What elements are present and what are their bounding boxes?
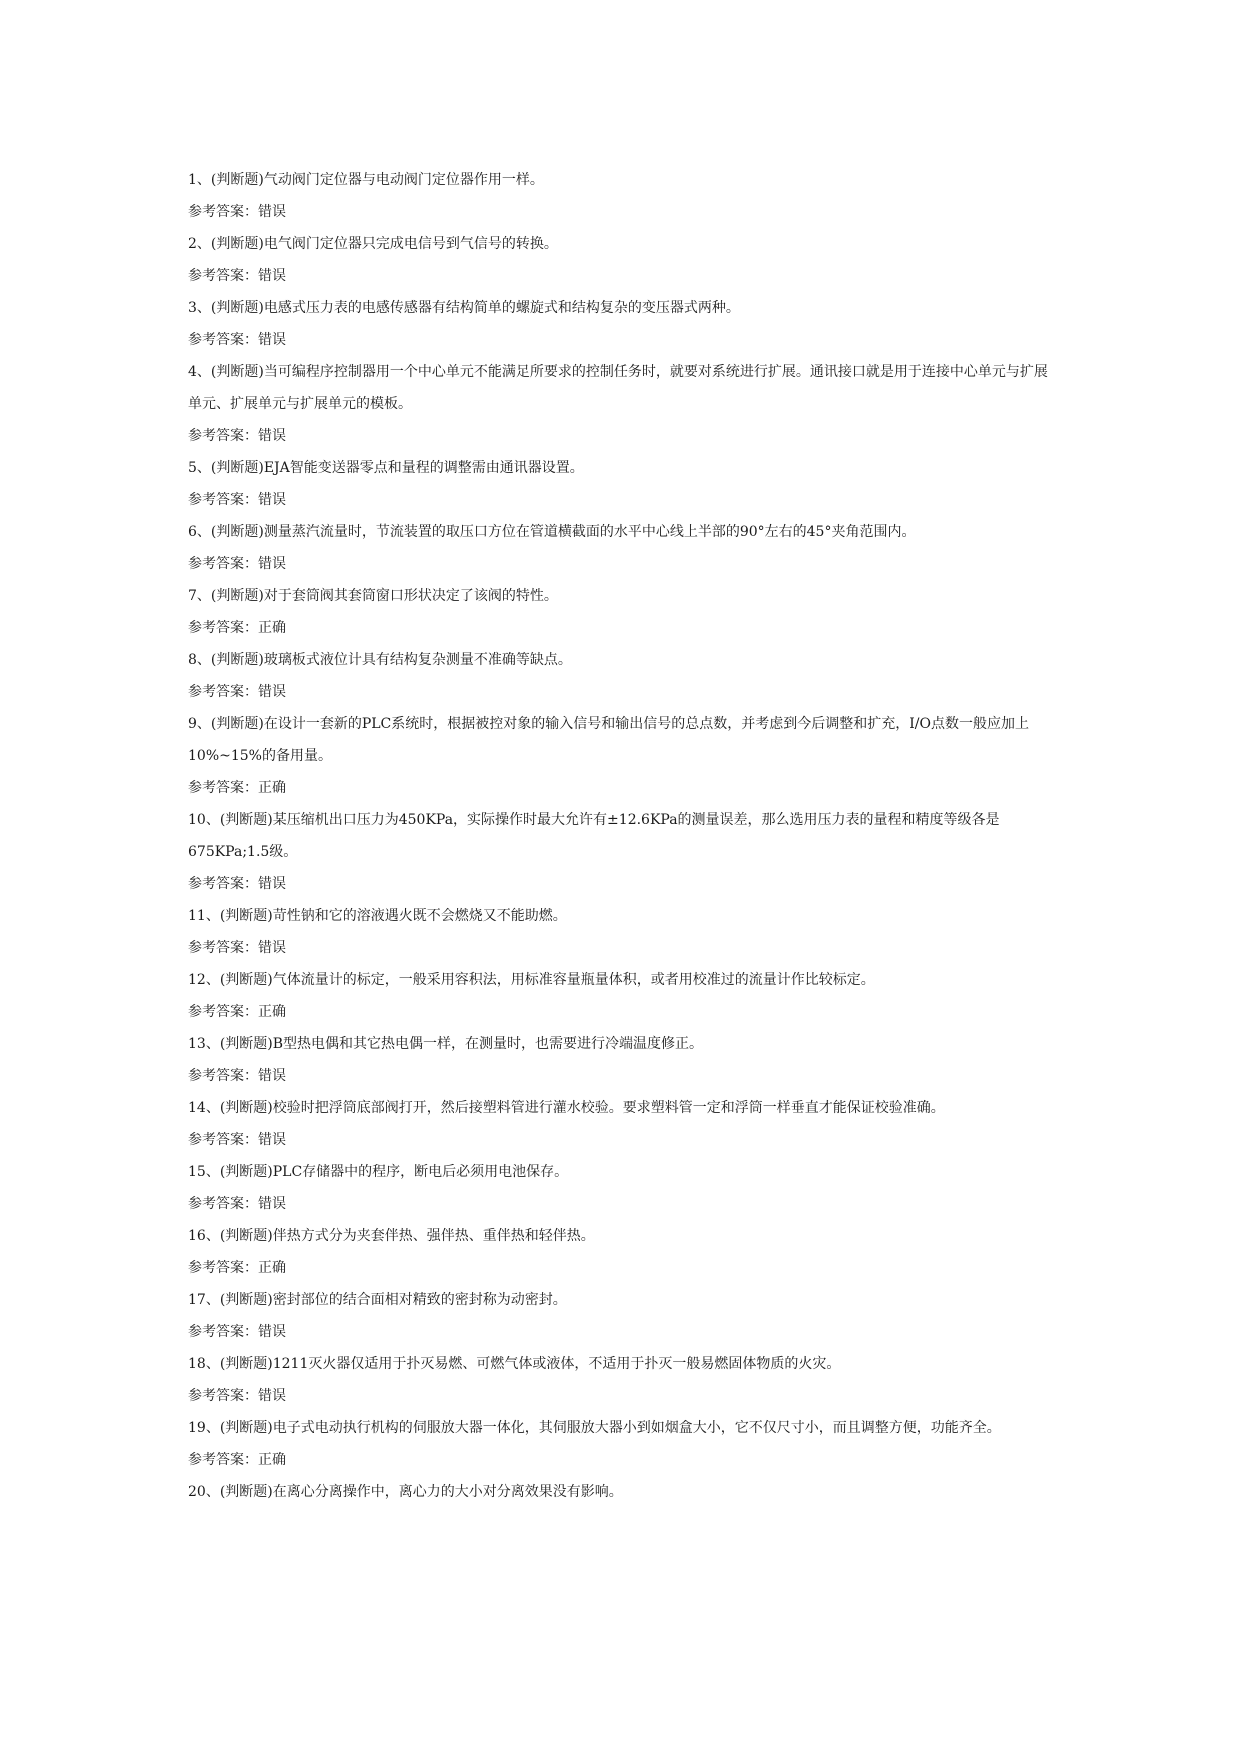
- question-8: 8、(判断题)玻璃板式液位计具有结构复杂测量不准确等缺点。: [188, 652, 572, 668]
- question-10: 10、(判断题)某压缩机出口压力为450KPa，实际操作时最大允许有±12.6KPa的测量误差，那么选用压力表的量程和精度等级各是675KPa;1.5级。: [188, 812, 1000, 860]
- question-14: 14、(判断题)校验时把浮筒底部阀打开，然后接塑料管进行灌水校验。要求塑料管一定和浮筒一样垂直才能保证校验准确。: [188, 1100, 945, 1116]
- answer-2: 参考答案：错误: [188, 268, 286, 284]
- answer-5: 参考答案：错误: [188, 492, 286, 508]
- answer-12: 参考答案：正确: [188, 1004, 286, 1020]
- answer-8: 参考答案：错误: [188, 684, 286, 700]
- question-11: 11、(判断题)苛性钠和它的溶液遇火既不会燃烧又不能助燃。: [188, 908, 567, 924]
- question-16: 16、(判断题)伴热方式分为夹套伴热、强伴热、重伴热和轻伴热。: [188, 1228, 595, 1244]
- question-7: 7、(判断题)对于套筒阀其套筒窗口形状决定了该阀的特性。: [188, 588, 558, 604]
- answer-17: 参考答案：错误: [188, 1324, 286, 1340]
- question-3: 3、(判断题)电感式压力表的电感传感器有结构简单的螺旋式和结构复杂的变压器式两种。: [188, 300, 740, 316]
- question-1: 1、(判断题)气动阀门定位器与电动阀门定位器作用一样。: [188, 172, 544, 188]
- question-4: 4、(判断题)当可编程序控制器用一个中心单元不能满足所要求的控制任务时，就要对系统进行扩展。通讯接口就是用于连接中心单元与扩展单元、扩展单元与扩展单元的模板。: [188, 364, 1048, 412]
- answer-10: 参考答案：错误: [188, 876, 286, 892]
- question-18: 18、(判断题)1211灭火器仅适用于扑灭易燃、可燃气体或液体，不适用于扑灭一般易燃固体物质的火灾。: [188, 1356, 841, 1372]
- answer-14: 参考答案：错误: [188, 1132, 286, 1148]
- question-2: 2、(判断题)电气阀门定位器只完成电信号到气信号的转换。: [188, 236, 558, 252]
- question-5: 5、(判断题)EJA智能变送器零点和量程的调整需由通讯器设置。: [188, 460, 584, 476]
- question-6: 6、(判断题)测量蒸汽流量时，节流装置的取压口方位在管道横截面的水平中心线上半部的90°左右的45°夹角范围内。: [188, 524, 916, 540]
- question-13: 13、(判断题)B型热电偶和其它热电偶一样，在测量时，也需要进行冷端温度修正。: [188, 1036, 704, 1052]
- question-20: 20、(判断题)在离心分离操作中，离心力的大小对分离效果没有影响。: [188, 1484, 623, 1500]
- answer-4: 参考答案：错误: [188, 428, 286, 444]
- answer-16: 参考答案：正确: [188, 1260, 286, 1276]
- answer-7: 参考答案：正确: [188, 620, 286, 636]
- answer-15: 参考答案：错误: [188, 1196, 286, 1212]
- answer-19: 参考答案：正确: [188, 1452, 286, 1468]
- exam-document: [188, 164, 1058, 1508]
- answer-18: 参考答案：错误: [188, 1388, 286, 1404]
- answer-11: 参考答案：错误: [188, 940, 286, 956]
- question-12: 12、(判断题)气体流量计的标定，一般采用容积法，用标准容量瓶量体积，或者用校准过的流量计作比较标定。: [188, 972, 875, 988]
- answer-6: 参考答案：错误: [188, 556, 286, 572]
- question-9: 9、(判断题)在设计一套新的PLC系统时，根据被控对象的输入信号和输出信号的总点数，并考虑到今后调整和扩充，I/O点数一般应加上10%~15%的备用量。: [188, 716, 1029, 764]
- question-17: 17、(判断题)密封部位的结合面相对精致的密封称为动密封。: [188, 1292, 567, 1308]
- answer-13: 参考答案：错误: [188, 1068, 286, 1084]
- question-19: 19、(判断题)电子式电动执行机构的伺服放大器一体化，其伺服放大器小到如烟盒大小，它不仅尺寸小，而且调整方便，功能齐全。: [188, 1420, 1001, 1436]
- question-list: [188, 164, 1058, 1508]
- answer-3: 参考答案：错误: [188, 332, 286, 348]
- answer-1: 参考答案：错误: [188, 204, 286, 220]
- question-15: 15、(判断题)PLC存储器中的程序，断电后必须用电池保存。: [188, 1164, 569, 1180]
- answer-9: 参考答案：正确: [188, 780, 286, 796]
